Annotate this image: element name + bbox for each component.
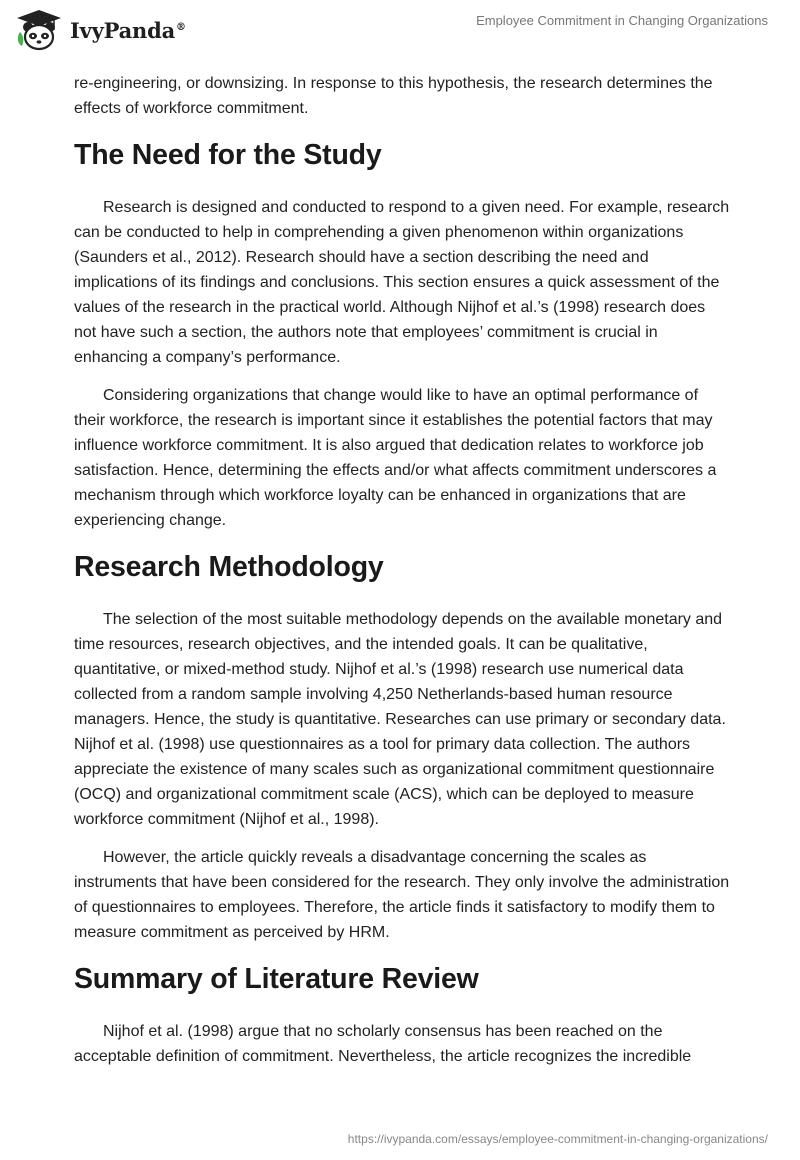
paragraph: However, the article quickly reveals a disadvantage concerning the scales as instruments that have been considered for the research. They only involve the administration of questionnaires to employees. Therefore, the article finds it satisfactory to modify them to measure commitment as perceived by HRM.: [74, 849, 730, 941]
document-title: Employee Commitment in Changing Organizations: [476, 13, 768, 28]
paragraph: The selection of the most suitable methodology depends on the available monetary and time resources, research objectives, and the intended goals. It can be qualitative, quantitative, or mixed-method study. Nijhof et al.’s (1998) research use numerical data collected from a random sample involving 4,250 Netherlands-based human resource managers. Hence, the study is quantitative. Researches can use primary or secondary data. Nijhof et al. (1998) use questionnaires as a tool for primary data collection. The authors appreciate the existence of many scales such as organizational commitment questionnaire (OCQ) and organizational commitment scale (ACS), which can be deployed to measure workforce commitment (Nijhof et al., 1998).: [74, 611, 726, 828]
section-heading-literature-review: Summary of Literature Review: [74, 963, 479, 995]
source-url[interactable]: https://ivypanda.com/essays/employee-commitment-in-changing-organizations/: [347, 1132, 768, 1146]
intro-paragraph: re-engineering, or downsizing. In response to this hypothesis, the research determines the effects of workforce commitment.: [74, 75, 713, 117]
logo-wordmark: IvyPanda®: [70, 17, 186, 43]
essay-body: [74, 71, 730, 1082]
panda-graduation-cap-icon: [14, 8, 64, 52]
page-header: [0, 0, 800, 60]
ivypanda-logo[interactable]: [14, 8, 186, 52]
section-heading-methodology: Research Methodology: [74, 551, 384, 583]
paragraph: Considering organizations that change would like to have an optimal performance of their workforce, the research is important since it establishes the potential factors that may influence workforce commitment. It is also argued that dedication relates to workforce job satisfaction. Hence, determining the effects and/or what affects commitment underscores a mechanism through which workforce loyalty can be enhanced in organizations that are experiencing change.: [74, 387, 717, 529]
section-heading-need: The Need for the Study: [74, 139, 382, 171]
paragraph: Nijhof et al. (1998) argue that no scholarly consensus has been reached on the acceptable definition of commitment. Nevertheless, the article recognizes the incredible: [74, 1023, 692, 1065]
paragraph: Research is designed and conducted to respond to a given need. For example, research can be conducted to help in comprehending a given phenomenon within organizations (Saunders et al., 2012). Research should have a section describing the need and implications of its findings and conclusions. This section ensures a quick assessment of the values of the research in the practical world. Although Nijhof et al.’s (1998) research does not have such a section, the authors note that employees’ commitment is crucial in enhancing a company’s performance.: [74, 199, 730, 366]
